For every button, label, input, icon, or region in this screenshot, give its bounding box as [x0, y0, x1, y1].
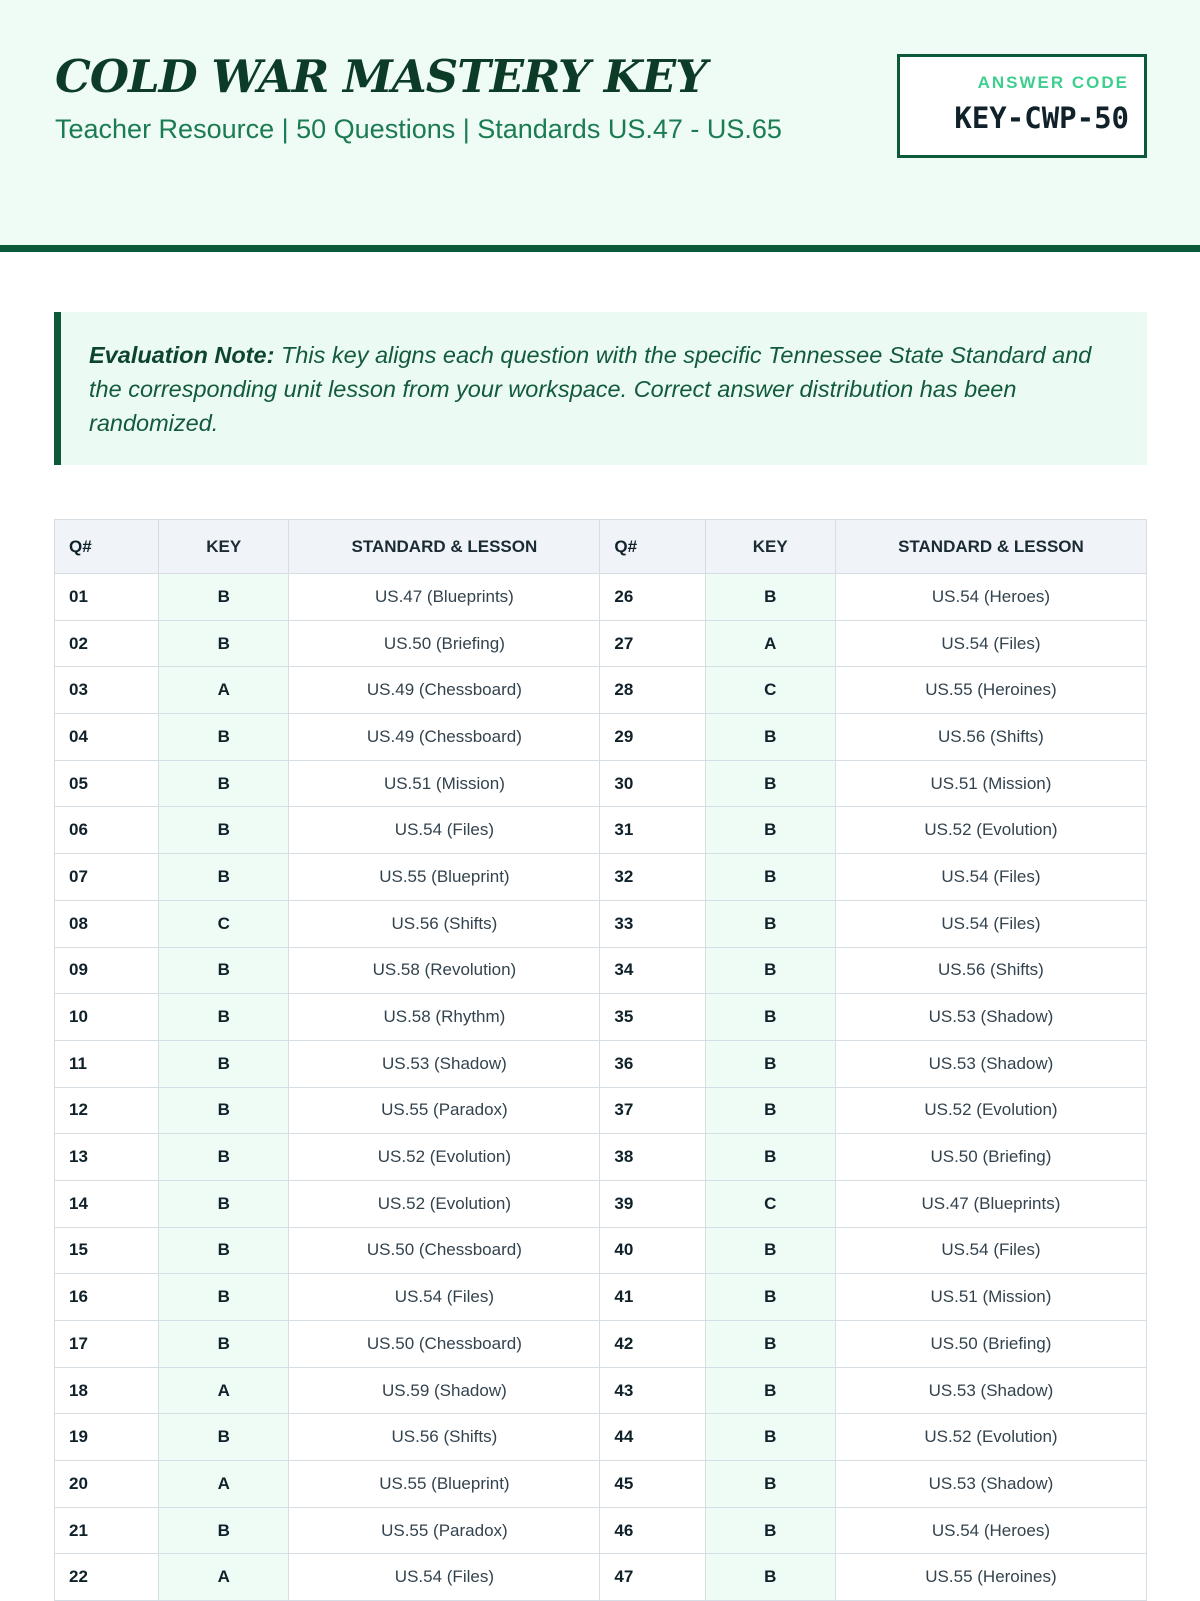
col-header-key: KEY [705, 520, 835, 574]
standard-lesson: US.50 (Briefing) [835, 1321, 1146, 1368]
standard-lesson: US.54 (Heroes) [835, 574, 1146, 621]
question-number: 39 [600, 1180, 705, 1227]
question-number: 20 [55, 1461, 159, 1508]
question-number: 31 [600, 807, 705, 854]
answer-key: B [705, 947, 835, 994]
page-header [0, 0, 1200, 252]
question-number: 30 [600, 760, 705, 807]
table-row [55, 807, 1147, 854]
answer-key: C [705, 1180, 835, 1227]
standard-lesson: US.50 (Briefing) [835, 1134, 1146, 1181]
answer-code-box [897, 54, 1147, 158]
answer-key: B [705, 714, 835, 761]
question-number: 47 [600, 1554, 705, 1601]
answer-key: A [159, 1461, 289, 1508]
answer-key: B [705, 1554, 835, 1601]
answer-key: B [705, 574, 835, 621]
standard-lesson: US.56 (Shifts) [289, 1414, 600, 1461]
table-row [55, 1321, 1147, 1368]
standard-lesson: US.58 (Rhythm) [289, 994, 600, 1041]
answer-key: B [705, 760, 835, 807]
standard-lesson: US.58 (Revolution) [289, 947, 600, 994]
standard-lesson: US.54 (Files) [289, 1554, 600, 1601]
question-number: 35 [600, 994, 705, 1041]
table-row [55, 1507, 1147, 1554]
answer-key: B [159, 1507, 289, 1554]
question-number: 36 [600, 1040, 705, 1087]
question-number: 13 [55, 1134, 159, 1181]
table-row [55, 1227, 1147, 1274]
standard-lesson: US.55 (Blueprint) [289, 1461, 600, 1508]
answer-key: B [705, 1134, 835, 1181]
standard-lesson: US.59 (Shadow) [289, 1367, 600, 1414]
answer-key: A [705, 620, 835, 667]
answer-key: B [159, 574, 289, 621]
table-row [55, 667, 1147, 714]
answer-key: B [159, 994, 289, 1041]
answer-code-value: KEY-CWP-50 [954, 101, 1129, 135]
standard-lesson: US.52 (Evolution) [835, 1087, 1146, 1134]
question-number: 42 [600, 1321, 705, 1368]
standard-lesson: US.51 (Mission) [289, 760, 600, 807]
answer-key-table [54, 519, 1147, 1601]
evaluation-note [54, 312, 1147, 465]
table-row [55, 760, 1147, 807]
answer-key: C [705, 667, 835, 714]
standard-lesson: US.54 (Files) [835, 900, 1146, 947]
question-number: 08 [55, 900, 159, 947]
standard-lesson: US.53 (Shadow) [835, 994, 1146, 1041]
answer-key: B [159, 760, 289, 807]
standard-lesson: US.54 (Files) [835, 1227, 1146, 1274]
question-number: 41 [600, 1274, 705, 1321]
answer-key: B [159, 854, 289, 901]
question-number: 43 [600, 1367, 705, 1414]
table-row [55, 1414, 1147, 1461]
question-number: 16 [55, 1274, 159, 1321]
table-row [55, 1134, 1147, 1181]
standard-lesson: US.53 (Shadow) [835, 1367, 1146, 1414]
question-number: 06 [55, 807, 159, 854]
standard-lesson: US.55 (Paradox) [289, 1087, 600, 1134]
answer-key: B [705, 1507, 835, 1554]
question-number: 38 [600, 1134, 705, 1181]
table-row [55, 620, 1147, 667]
evaluation-note-label: Evaluation Note: [89, 342, 275, 368]
table-row [55, 900, 1147, 947]
question-number: 34 [600, 947, 705, 994]
standard-lesson: US.54 (Files) [835, 620, 1146, 667]
question-number: 22 [55, 1554, 159, 1601]
answer-key: B [705, 1227, 835, 1274]
standard-lesson: US.53 (Shadow) [289, 1040, 600, 1087]
page-title: COLD WAR MASTERY KEY [55, 50, 707, 103]
answer-key: B [159, 1134, 289, 1181]
question-number: 03 [55, 667, 159, 714]
answer-key: B [159, 947, 289, 994]
answer-key: B [159, 1180, 289, 1227]
standard-lesson: US.56 (Shifts) [835, 714, 1146, 761]
question-number: 26 [600, 574, 705, 621]
answer-key: B [159, 1274, 289, 1321]
standard-lesson: US.54 (Files) [289, 1274, 600, 1321]
question-number: 29 [600, 714, 705, 761]
question-number: 05 [55, 760, 159, 807]
answer-key: B [159, 1414, 289, 1461]
question-number: 46 [600, 1507, 705, 1554]
standard-lesson: US.50 (Chessboard) [289, 1321, 600, 1368]
standard-lesson: US.52 (Evolution) [835, 1414, 1146, 1461]
answer-key: B [705, 900, 835, 947]
question-number: 14 [55, 1180, 159, 1227]
answer-key: B [159, 1227, 289, 1274]
standard-lesson: US.49 (Chessboard) [289, 667, 600, 714]
page-subtitle: Teacher Resource | 50 Questions | Standards US.47 - US.65 [55, 114, 782, 144]
question-number: 21 [55, 1507, 159, 1554]
standard-lesson: US.55 (Blueprint) [289, 854, 600, 901]
standard-lesson: US.54 (Heroes) [835, 1507, 1146, 1554]
answer-code-label: ANSWER CODE [977, 73, 1129, 92]
answer-key: A [159, 1554, 289, 1601]
table-row [55, 1367, 1147, 1414]
question-number: 27 [600, 620, 705, 667]
answer-key: B [159, 1040, 289, 1087]
table-row [55, 1554, 1147, 1601]
question-number: 11 [55, 1040, 159, 1087]
answer-key: B [705, 1274, 835, 1321]
table-row [55, 1274, 1147, 1321]
answer-key: C [159, 900, 289, 947]
col-header-question: Q# [55, 520, 159, 574]
answer-key: B [159, 620, 289, 667]
question-number: 15 [55, 1227, 159, 1274]
question-number: 09 [55, 947, 159, 994]
standard-lesson: US.55 (Paradox) [289, 1507, 600, 1554]
answer-key: B [159, 1321, 289, 1368]
answer-key: B [159, 714, 289, 761]
standard-lesson: US.51 (Mission) [835, 1274, 1146, 1321]
standard-lesson: US.47 (Blueprints) [835, 1180, 1146, 1227]
question-number: 40 [600, 1227, 705, 1274]
standard-lesson: US.55 (Heroines) [835, 1554, 1146, 1601]
evaluation-note-text: This key aligns each question with the specific Tennessee State Standard and the corresponding unit lesson from your workspace. Correct answer distribution has been randomized. [89, 342, 1092, 436]
standard-lesson: US.56 (Shifts) [289, 900, 600, 947]
question-number: 04 [55, 714, 159, 761]
table-header-row [55, 520, 1147, 574]
standard-lesson: US.56 (Shifts) [835, 947, 1146, 994]
standard-lesson: US.52 (Evolution) [289, 1180, 600, 1227]
question-number: 45 [600, 1461, 705, 1508]
standard-lesson: US.50 (Chessboard) [289, 1227, 600, 1274]
question-number: 10 [55, 994, 159, 1041]
question-number: 07 [55, 854, 159, 901]
question-number: 32 [600, 854, 705, 901]
table-row [55, 574, 1147, 621]
standard-lesson: US.47 (Blueprints) [289, 574, 600, 621]
standard-lesson: US.49 (Chessboard) [289, 714, 600, 761]
standard-lesson: US.52 (Evolution) [835, 807, 1146, 854]
answer-key: B [705, 854, 835, 901]
question-number: 02 [55, 620, 159, 667]
answer-key: B [705, 1321, 835, 1368]
question-number: 17 [55, 1321, 159, 1368]
standard-lesson: US.55 (Heroines) [835, 667, 1146, 714]
col-header-standard: STANDARD & LESSON [835, 520, 1146, 574]
answer-key: B [705, 1087, 835, 1134]
table-row [55, 714, 1147, 761]
question-number: 18 [55, 1367, 159, 1414]
table-row [55, 1180, 1147, 1227]
answer-key: B [705, 1040, 835, 1087]
col-header-question: Q# [600, 520, 705, 574]
answer-key: B [159, 807, 289, 854]
table-row [55, 994, 1147, 1041]
table-row [55, 947, 1147, 994]
answer-key: B [705, 1414, 835, 1461]
answer-key: B [705, 807, 835, 854]
question-number: 44 [600, 1414, 705, 1461]
standard-lesson: US.50 (Briefing) [289, 620, 600, 667]
question-number: 01 [55, 574, 159, 621]
question-number: 28 [600, 667, 705, 714]
table-row [55, 1087, 1147, 1134]
answer-key: A [159, 667, 289, 714]
table-row [55, 1461, 1147, 1508]
question-number: 37 [600, 1087, 705, 1134]
question-number: 12 [55, 1087, 159, 1134]
answer-key: B [705, 1367, 835, 1414]
standard-lesson: US.53 (Shadow) [835, 1461, 1146, 1508]
col-header-standard: STANDARD & LESSON [289, 520, 600, 574]
question-number: 33 [600, 900, 705, 947]
standard-lesson: US.54 (Files) [835, 854, 1146, 901]
table-row [55, 1040, 1147, 1087]
answer-key: B [705, 994, 835, 1041]
standard-lesson: US.51 (Mission) [835, 760, 1146, 807]
answer-key: B [705, 1461, 835, 1508]
answer-key: A [159, 1367, 289, 1414]
table-row [55, 854, 1147, 901]
standard-lesson: US.53 (Shadow) [835, 1040, 1146, 1087]
standard-lesson: US.54 (Files) [289, 807, 600, 854]
standard-lesson: US.52 (Evolution) [289, 1134, 600, 1181]
col-header-key: KEY [159, 520, 289, 574]
answer-key: B [159, 1087, 289, 1134]
question-number: 19 [55, 1414, 159, 1461]
